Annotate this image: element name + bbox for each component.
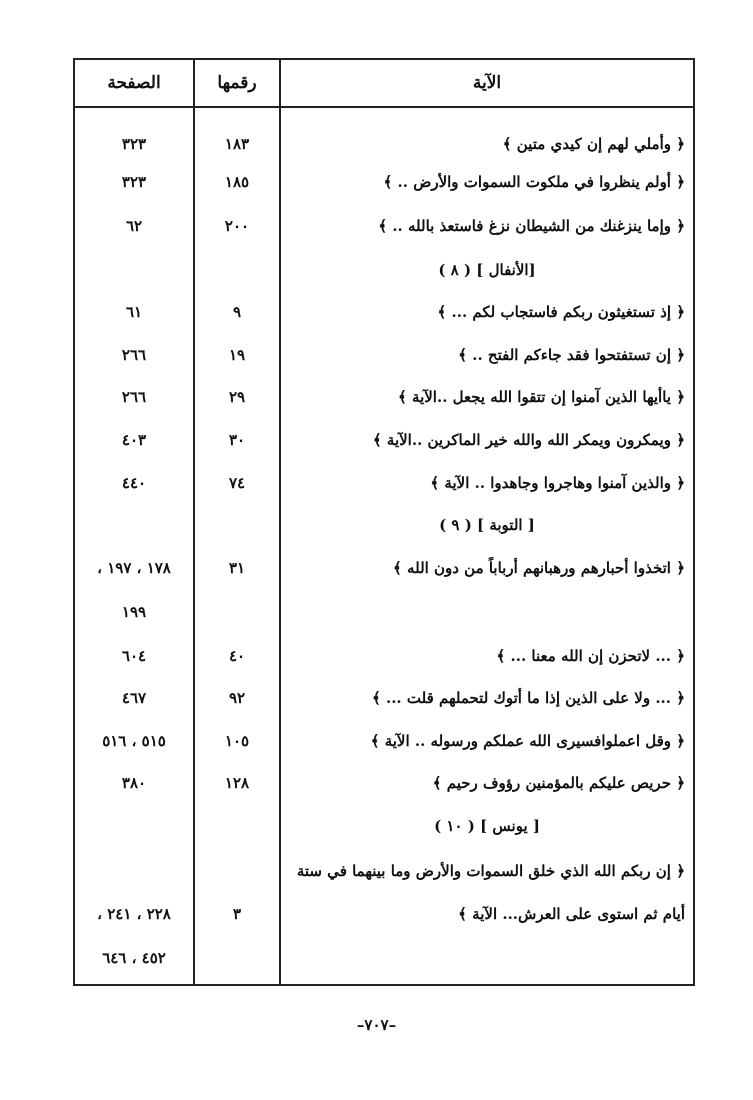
page-cell: ٦٢ xyxy=(125,217,143,235)
surah-name: [ التوبة ] ( ٩ ) xyxy=(439,516,535,534)
table-row xyxy=(75,463,693,503)
ayah-text: ﴿ وقل اعملوافسيرى الله عملكم ورسوله .. الآية ﴾ xyxy=(370,732,685,750)
ayah-text: ﴿ والذين آمنوا وهاجروا وجاهدوا .. الآية ﴾ xyxy=(430,474,685,492)
ayah-text: ﴿ إن تستفتحوا فقد جاءكم الفتح .. ﴾ xyxy=(458,346,685,364)
ayah-text: ﴿ ياأيها الذين آمنوا إن تتقوا الله يجعل ..الآية ﴾ xyxy=(398,388,685,406)
page-cell: ١٧٨ ، ١٩٧ ، xyxy=(97,559,171,577)
ayah-number-cell: ١٨٥ xyxy=(224,173,250,191)
page-cell xyxy=(75,505,193,545)
ayah-text xyxy=(287,938,685,978)
table-row xyxy=(75,124,693,164)
page-cell xyxy=(75,806,193,846)
page-cell: ٣٢٣ xyxy=(121,173,147,191)
ayah-text: ﴿ ويمكرون ويمكر الله والله خير الماكرين ..الآية ﴾ xyxy=(372,431,685,449)
table-row xyxy=(75,377,693,417)
ayah-text: ﴿ ... ولا على الذين إذا ما أتوك لتحملهم قلت ... ﴾ xyxy=(371,689,685,707)
ayah-number-cell: ١٢٨ xyxy=(224,774,250,792)
ayah-text xyxy=(287,592,685,632)
table-row xyxy=(75,938,693,978)
ayah-number-cell: ٣ xyxy=(232,905,242,923)
table-row xyxy=(75,763,693,803)
ayah-number-cell: ٢٩ xyxy=(228,388,246,406)
surah-name: [الأنفال ] ( ٨ ) xyxy=(438,261,536,279)
page-cell: ٤٠٣ xyxy=(121,431,147,449)
ayah-text: أيام ثم استوى على العرش... الآية ﴾ xyxy=(458,905,685,923)
ayah-text: ﴿ إن ربكم الله الذي خلق السموات والأرض وما بينهما في ستة xyxy=(296,862,685,880)
table-row xyxy=(75,420,693,460)
table-row xyxy=(75,335,693,375)
ayah-number-cell xyxy=(195,851,279,891)
ayah-number-cell: ٤٠ xyxy=(228,647,246,665)
table-row xyxy=(75,292,693,332)
ayah-number-cell xyxy=(195,592,279,632)
page-cell xyxy=(75,851,193,891)
table-row xyxy=(75,592,693,632)
page-cell: ٢٦٦ xyxy=(121,346,147,364)
page-cell xyxy=(75,250,193,290)
header-page: الصفحة xyxy=(107,73,161,93)
page-cell: ٦١ xyxy=(125,303,143,321)
header-number: رقمها xyxy=(217,73,257,93)
ayah-number-cell: ٩٢ xyxy=(228,689,246,707)
page-cell: ٤٥٢ ، ٦٤٦ xyxy=(102,949,166,967)
ayah-number-cell: ٩ xyxy=(232,303,242,321)
table-row xyxy=(75,851,693,891)
surah-heading-row xyxy=(75,806,693,846)
table-row xyxy=(75,548,693,588)
ayah-number-cell: ٧٤ xyxy=(228,474,246,492)
page-cell: ٥١٥ ، ٥١٦ xyxy=(102,732,166,750)
ayah-number-cell xyxy=(195,250,279,290)
table-row xyxy=(75,636,693,676)
table-row xyxy=(75,721,693,761)
ayah-number-cell: ١٨٣ xyxy=(224,135,250,153)
ayah-text: ﴿ إذ تستغيثون ربكم فاستجاب لكم ... ﴾ xyxy=(437,303,685,321)
ayah-text: ﴿ أولم ينظروا في ملكوت السموات والأرض .. ﴾ xyxy=(383,173,685,191)
surah-heading-row xyxy=(75,250,693,290)
ayah-number-cell: ٢٠٠ xyxy=(224,217,250,235)
page-cell: ٤٦٧ xyxy=(121,689,147,707)
page-cell: ١٩٩ xyxy=(121,603,147,621)
table-row xyxy=(75,894,693,934)
table-row xyxy=(75,162,693,202)
page-number: –٧٠٧– xyxy=(356,1016,397,1034)
ayah-number-cell xyxy=(195,938,279,978)
index-table xyxy=(73,58,695,986)
surah-name: [ يونس ] ( ١٠ ) xyxy=(434,817,540,835)
ayah-number-cell: ١٩ xyxy=(228,346,246,364)
page-cell: ٦٠٤ xyxy=(121,647,147,665)
header-divider xyxy=(75,106,693,108)
table-row xyxy=(75,206,693,246)
ayah-text: ﴿ وإما ينزغنك من الشيطان نزغ فاستعذ بالله .. ﴾ xyxy=(378,217,685,235)
ayah-number-cell: ٣٠ xyxy=(228,431,246,449)
ayah-number-cell xyxy=(195,806,279,846)
page-cell: ٣٢٣ xyxy=(121,135,147,153)
table-row xyxy=(75,678,693,718)
ayah-text: ﴿ ... لاتحزن إن الله معنا ... ﴾ xyxy=(496,647,685,665)
page-cell: ٤٤٠ xyxy=(121,474,147,492)
ayah-number-cell: ١٠٥ xyxy=(224,732,250,750)
ayah-number-cell xyxy=(195,505,279,545)
page-cell: ٢٢٨ ، ٢٤١ ، xyxy=(97,905,171,923)
surah-heading-row xyxy=(75,505,693,545)
ayah-text: ﴿ اتخذوا أحبارهم ورهبانهم أرباباً من دون الله ﴾ xyxy=(393,559,685,577)
ayah-text: ﴿ وأملي لهم إن كيدي متين ﴾ xyxy=(502,135,685,153)
ayah-number-cell: ٣١ xyxy=(228,559,246,577)
page-cell: ٢٦٦ xyxy=(121,388,147,406)
header-ayah: الآية xyxy=(472,73,502,93)
page-cell: ٣٨٠ xyxy=(121,774,147,792)
ayah-text: ﴿ حريص عليكم بالمؤمنين رؤوف رحيم ﴾ xyxy=(432,774,685,792)
